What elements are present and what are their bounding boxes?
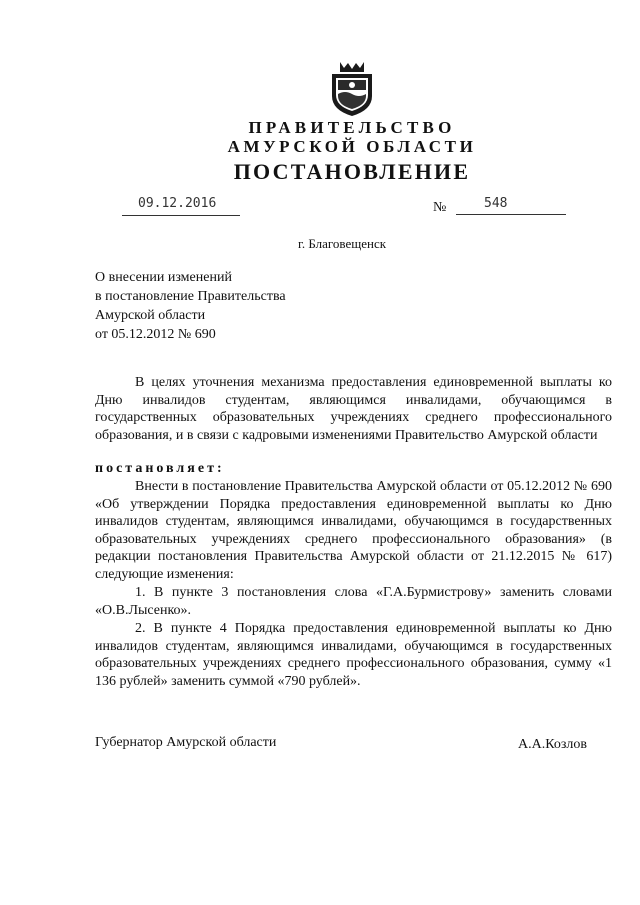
subject-line: Амурской области — [95, 308, 206, 323]
decree-word: постановляет: — [95, 461, 225, 476]
document-type-title: ПОСТАНОВЛЕНИЕ — [233, 159, 471, 184]
number-underline — [456, 214, 566, 215]
document-number: 548 — [484, 196, 508, 211]
item-1-paragraph: 1. В пункте 3 постановления слова «Г.А.Бурмистрову» заменить словами «О.В.Лысенко». — [95, 585, 612, 618]
government-title: ПРАВИТЕЛЬСТВО — [248, 118, 456, 137]
signer-name: А.А.Козлов — [518, 737, 587, 752]
signer-title: Губернатор Амурской области — [95, 735, 277, 750]
number-label: № — [433, 200, 447, 215]
subject-line: от 05.12.2012 № 690 — [95, 327, 216, 342]
main-paragraph: Внести в постановление Правительства Амурской области от 05.12.2012 № 690 «Об утверждении Порядка предоставления единовременной выплаты ко Дню инвалидов студентам, являющимся инвалидами, обучающимся в государственных образовательных учреждениях среднего профессионального образования» (в редакции постановления Правительства Амурской области от 21.12.2015 № 617) следующие изменения: — [95, 479, 612, 582]
subject-line: в постановление Правительства — [95, 289, 286, 304]
city: г. Благовещенск — [297, 236, 387, 251]
preamble-paragraph: В целях уточнения механизма предоставления единовременной выплаты ко Дню инвалидов студентам, являющимся инвалидами, обучающимся в государственных образовательных учреждениях среднего профессионального образования, и в связи с кадровыми изменениями Правительство Амурской области — [95, 375, 612, 443]
subject-line: О внесении изменений — [95, 270, 232, 285]
document-subject — [95, 268, 286, 344]
document-date: 09.12.2016 — [138, 196, 217, 211]
item-2-paragraph: 2. В пункте 4 Порядка предоставления единовременной выплаты ко Дню инвалидов студентам, являющимся инвалидами, обучающимся в государственных образовательных учреждениях среднего профессионального образования, сумму «1 136 рублей» заменить суммой «790 рублей». — [95, 621, 612, 689]
coat-of-arms-icon — [326, 60, 378, 118]
date-underline — [122, 215, 240, 216]
region-title: АМУРСКОЙ ОБЛАСТИ — [227, 137, 477, 156]
